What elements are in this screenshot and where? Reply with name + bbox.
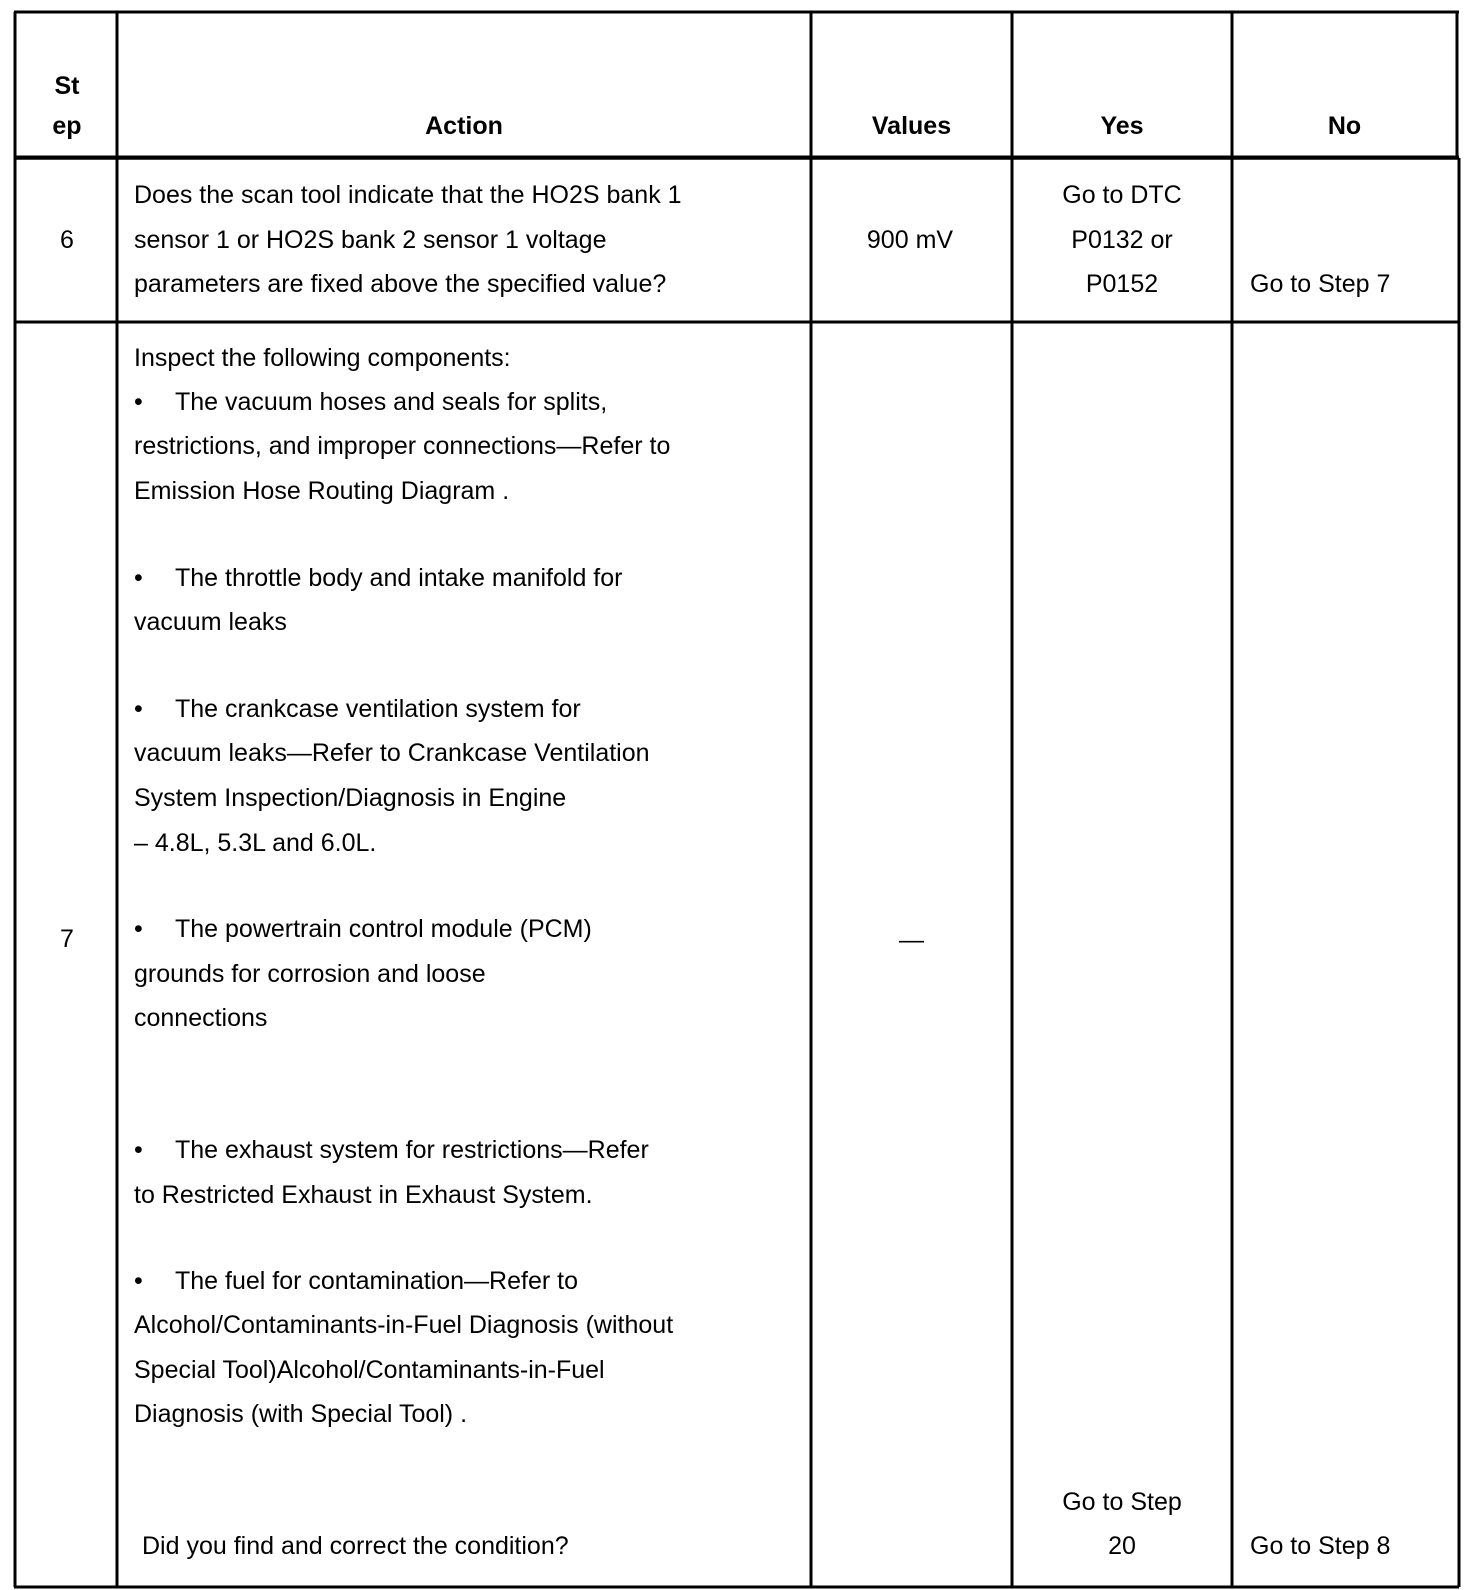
row6-action-line: sensor 1 or HO2S bank 2 sensor 1 voltage bbox=[134, 226, 607, 254]
bullet-icon: • bbox=[134, 1136, 143, 1164]
list-item-cont: vacuum leaks—Refer to Crankcase Ventilation bbox=[134, 739, 650, 767]
list-item-cont: connections bbox=[134, 1004, 268, 1032]
bullet-icon: • bbox=[134, 564, 143, 592]
row7-step: 7 bbox=[60, 925, 74, 953]
list-item: The exhaust system for restrictions—Refer bbox=[175, 1136, 649, 1164]
list-item-cont: grounds for corrosion and loose bbox=[134, 960, 486, 988]
list-item-cont: restrictions, and improper connections—Refer to bbox=[134, 432, 671, 460]
row6-no: Go to Step 7 bbox=[1250, 270, 1391, 298]
row6-step: 6 bbox=[60, 226, 74, 254]
header-values: Values bbox=[871, 112, 952, 140]
list-item: The vacuum hoses and seals for splits, bbox=[175, 388, 608, 416]
header-step: St ep bbox=[52, 72, 82, 140]
bullet-icon: • bbox=[134, 695, 143, 723]
row6-value: 900 mV bbox=[866, 226, 954, 254]
header-action: Action bbox=[425, 112, 503, 140]
list-item: The fuel for contamination—Refer to bbox=[175, 1267, 578, 1295]
bullet-icon: • bbox=[134, 1267, 143, 1295]
row7-question: Did you find and correct the condition? bbox=[142, 1532, 569, 1560]
list-item-cont: System Inspection/Diagnosis in Engine bbox=[134, 784, 567, 812]
list-item: The throttle body and intake manifold for bbox=[175, 564, 623, 592]
list-item-cont: vacuum leaks bbox=[134, 608, 287, 636]
list-item-cont: Emission Hose Routing Diagram . bbox=[134, 477, 510, 505]
list-item-cont: Special Tool)Alcohol/Contaminants-in-Fuel bbox=[134, 1356, 605, 1384]
list-item-cont: to Restricted Exhaust in Exhaust System. bbox=[134, 1181, 593, 1209]
row6-action-line: parameters are fixed above the specified value? bbox=[134, 270, 667, 298]
list-item-cont: – 4.8L, 5.3L and 6.0L. bbox=[134, 829, 377, 857]
row7-value: — bbox=[899, 926, 924, 954]
row7-no: Go to Step 8 bbox=[1250, 1532, 1391, 1560]
bullet-icon: • bbox=[134, 388, 143, 416]
row6-action-line: Does the scan tool indicate that the HO2S bank 1 bbox=[134, 181, 682, 209]
list-item-cont: Alcohol/Contaminants-in-Fuel Diagnosis (without bbox=[134, 1311, 674, 1339]
list-item: The crankcase ventilation system for bbox=[175, 695, 581, 723]
list-item: The powertrain control module (PCM) bbox=[175, 915, 592, 943]
header-yes: Yes bbox=[1100, 112, 1144, 140]
bullet-icon: • bbox=[134, 915, 143, 943]
list-item-cont: Diagnosis (with Special Tool) . bbox=[134, 1400, 468, 1428]
row7-intro: Inspect the following components: bbox=[134, 344, 511, 372]
header-no: No bbox=[1327, 112, 1362, 140]
